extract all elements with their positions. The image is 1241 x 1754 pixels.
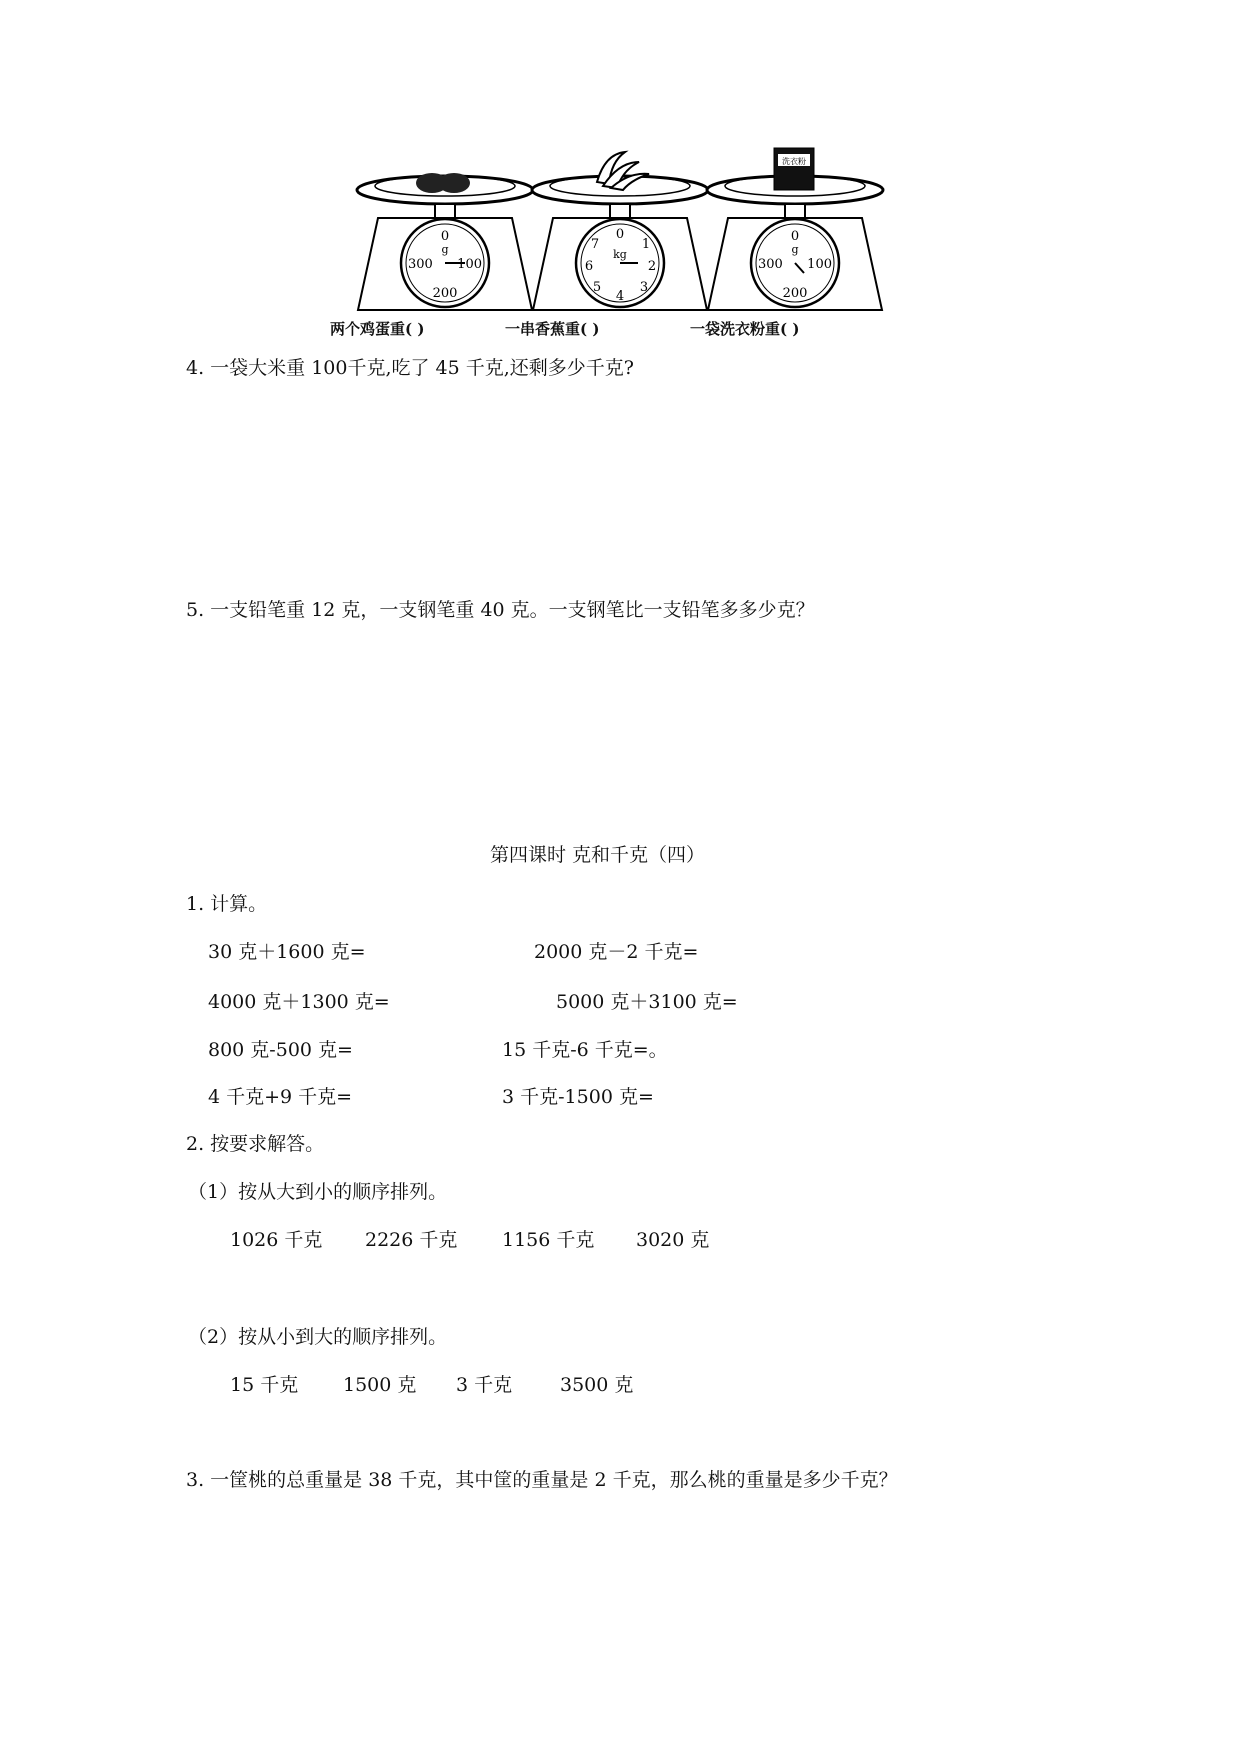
calc-item: 3 千克-1500 克= bbox=[502, 1086, 654, 1108]
scale-caption: 一袋洗衣粉重( ) bbox=[690, 320, 800, 338]
sort-value: 3500 克 bbox=[560, 1374, 634, 1396]
detergent-bag-icon bbox=[774, 148, 814, 190]
dial-right: 100 bbox=[457, 257, 482, 272]
dial-number: 0 bbox=[615, 227, 625, 242]
sort-value: 1026 千克 bbox=[230, 1229, 323, 1251]
section-3-question: 3. 一筐桃的总重量是 38 千克，其中筐的重量是 2 千克，那么桃的重量是多少千克？ bbox=[186, 1469, 898, 1491]
question-4: 4. 一袋大米重 100千克,吃了 45 千克,还剩多少千克? bbox=[186, 357, 634, 379]
sort-value: 3 千克 bbox=[456, 1374, 513, 1396]
sort-value: 3020 克 bbox=[636, 1229, 710, 1251]
calc-item: 4 千克+9 千克= bbox=[208, 1086, 353, 1108]
calc-item: 800 克-500 克= bbox=[208, 1039, 353, 1061]
dial-number: 6 bbox=[584, 259, 594, 274]
bag-label: 洗衣粉 bbox=[782, 157, 806, 166]
dial-unit: kg bbox=[613, 248, 627, 261]
dial-top: 0 bbox=[790, 229, 800, 244]
scale-eggs-drawing bbox=[350, 140, 540, 315]
dial-bottom: 200 bbox=[782, 286, 808, 301]
dial-right: 100 bbox=[807, 257, 832, 272]
dial-number: 7 bbox=[590, 237, 600, 252]
lesson-title: 第四课时 克和千克（四） bbox=[490, 844, 706, 866]
scales-illustration bbox=[330, 140, 910, 340]
dial-left: 300 bbox=[408, 257, 433, 272]
dial-number: 2 bbox=[647, 259, 657, 274]
scale-bananas bbox=[505, 140, 715, 340]
dial-bottom: 200 bbox=[432, 286, 458, 301]
dial-number: 3 bbox=[639, 280, 649, 295]
dial-unit: g bbox=[791, 243, 799, 256]
part-1-label: （1）按从大到小的顺序排列。 bbox=[188, 1181, 448, 1203]
dial-number: 5 bbox=[592, 280, 602, 295]
calc-item: 4000 克＋1300 克= bbox=[208, 991, 390, 1013]
dial-number: 4 bbox=[615, 289, 625, 304]
calc-item: 15 千克-6 千克=。 bbox=[502, 1039, 668, 1061]
scale-bananas-drawing bbox=[525, 140, 715, 315]
part-2-label: （2）按从小到大的顺序排列。 bbox=[188, 1326, 448, 1348]
dial-number: 1 bbox=[641, 237, 651, 252]
egg-icon bbox=[438, 173, 470, 193]
sort-value: 1156 千克 bbox=[502, 1229, 595, 1251]
section-2-heading: 2. 按要求解答。 bbox=[186, 1133, 325, 1155]
dial-left: 300 bbox=[758, 257, 783, 272]
sort-value: 15 千克 bbox=[230, 1374, 299, 1396]
section-1-heading: 1. 计算。 bbox=[186, 893, 268, 915]
sort-value: 2226 千克 bbox=[365, 1229, 458, 1251]
calc-item: 5000 克＋3100 克= bbox=[556, 991, 738, 1013]
dial-unit: g bbox=[441, 243, 449, 256]
calc-item: 30 克＋1600 克= bbox=[208, 941, 366, 963]
question-5: 5. 一支铅笔重 12 克，一支钢笔重 40 克。一支钢笔比一支铅笔多多少克？ bbox=[186, 599, 815, 621]
scale-eggs bbox=[330, 140, 540, 340]
scale-detergent-drawing bbox=[700, 140, 890, 315]
scale-caption: 一串香蕉重( ) bbox=[505, 320, 600, 338]
calc-item: 2000 克－2 千克= bbox=[534, 941, 699, 963]
dial-top: 0 bbox=[440, 229, 450, 244]
sort-value: 1500 克 bbox=[343, 1374, 417, 1396]
scale-detergent bbox=[690, 140, 890, 340]
scale-caption: 两个鸡蛋重( ) bbox=[330, 320, 425, 338]
